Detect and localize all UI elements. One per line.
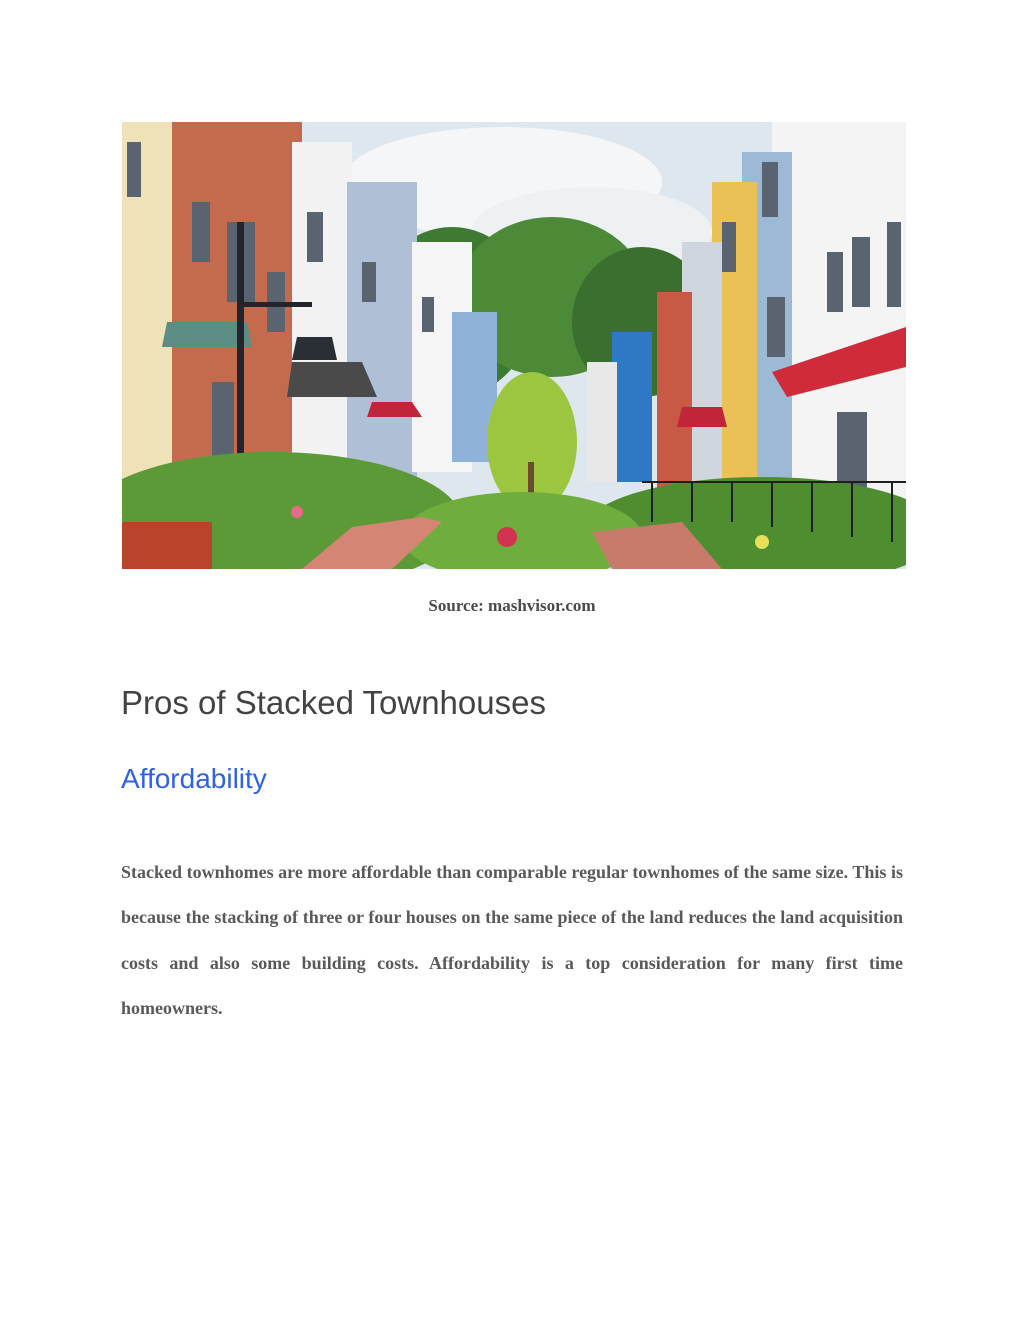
subsection-heading: Affordability (121, 763, 267, 794)
body-paragraph: Stacked townhomes are more affordable than comparable regular townhomes of the same size. This is because the stacking of three or four houses on the same piece of the land reduces the land acquisition costs and also some building costs. Affordability is a top consideration for many first time homeowners. (121, 862, 903, 1018)
image-source-caption: Source: mashvisor.com (428, 596, 596, 615)
section-heading: Pros of Stacked Townhouses (121, 684, 546, 721)
townhouse-street-photo (122, 122, 906, 569)
